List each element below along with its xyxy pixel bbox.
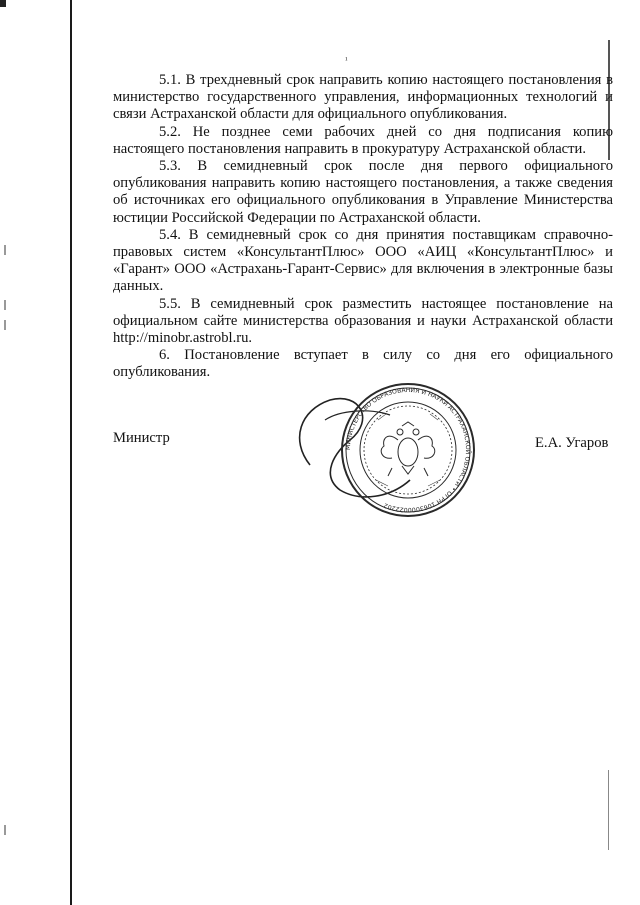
paragraph-6: 6. Постановление вступает в силу со дня его официального опубликования. (113, 347, 613, 381)
official-seal (280, 380, 480, 520)
document-body (113, 72, 613, 382)
paragraph-5-4: 5.4. В семидневный срок со дня принятия поставщикам справочно-правовых систем «КонсультантПлюс» ООО «АИЦ «КонсультантПлюс» и «Гарант» ООО «Астрахань-Гарант-Сервис» для включения в электронные базы данных. (113, 226, 613, 295)
paragraph-5-1: 5.1. В трехдневный срок направить копию настоящего постановления в министерство государственного управления, информационных технологий и связи Астраханской области для официального опубликования. (113, 72, 613, 123)
paragraph-5-2: 5.2. Не позднее семи рабочих дней со дня подписания копию настоящего постановления направить в прокуратуру Астраханской области. (113, 123, 613, 157)
signatory-name: Е.А. Угаров (535, 435, 609, 451)
scan-border-right-lower (608, 770, 609, 850)
eagle-emblem-icon (381, 422, 435, 476)
signatory-position: Министр (113, 430, 170, 446)
seal-graphic (280, 380, 480, 520)
seal-ring-text: МИНИСТЕРСТВО ОБРАЗОВАНИЯ И НАУКИ АСТРАХАНСКОЙ ОБЛАСТИ • ОГРН 1063000022202 (344, 386, 472, 514)
scan-artifact-top (0, 0, 6, 7)
paragraph-5-5: 5.5. В семидневный срок разместить настоящее постановление на официальном сайте министерства образования и науки Астраханской области http://minobr.astrobl.ru. (113, 295, 613, 347)
paragraph-5-3: 5.3. В семидневный срок после дня первого официального опубликования направить копию настоящего постановления, а также сведения об источниках его официального опубликования в Управление Министерства юстиции Российской Федерации по Астраханской области. (113, 158, 613, 226)
stray-mark: ¹ (345, 55, 348, 65)
